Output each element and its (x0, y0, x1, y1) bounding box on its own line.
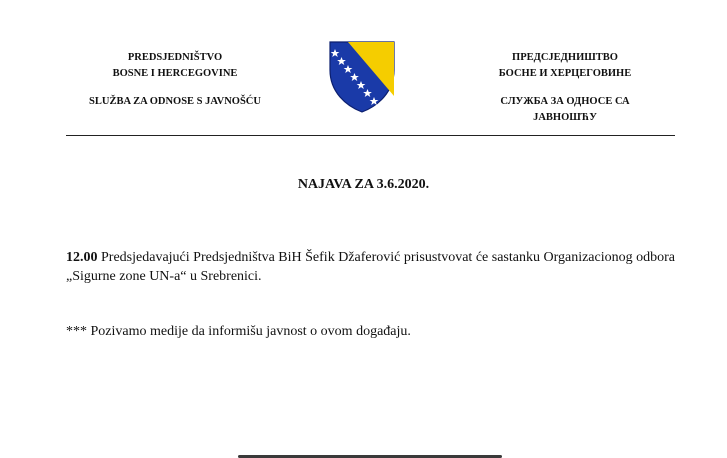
service-name-latin: SLUŽBA ZA ODNOSE S JAVNOŠĆU (89, 96, 261, 107)
document-title: NAJAVA ZA 3.6.2020. (297, 177, 430, 192)
institution-name-latin-line1: PREDSJEDNIŠTVO (127, 52, 223, 63)
service-name-cyrillic-line2: ЈАВНОШЋУ (533, 112, 597, 123)
service-name-cyrillic-line1: СЛУЖБА ЗА ОДНОСЕ СА (500, 96, 630, 107)
entry-time: 12.00 (66, 250, 98, 265)
media-note: *** Pozivamo medije da informišu javnost o ovom događaju. (66, 324, 411, 339)
announcement-paragraph (66, 248, 675, 286)
bosnia-coat-of-arms-icon (328, 40, 396, 114)
institution-name-cyrillic-line2: БОСНЕ И ХЕРЦЕГОВИНЕ (498, 68, 632, 79)
institution-name-latin-line2: BOSNE I HERCEGOVINE (112, 68, 238, 79)
entry-text: Predsjedavajući Predsjedništva BiH Šefik Džaferović prisustvovat će sastanku Organizacionog odbora „Sigurne zone UN-a“ u Srebrenici. (66, 250, 676, 284)
header-divider (66, 135, 675, 136)
header-right-block (465, 50, 665, 126)
header-left-block (60, 50, 290, 110)
institution-name-cyrillic-line1: ПРЕДСЈЕДНИШТВО (512, 52, 618, 63)
